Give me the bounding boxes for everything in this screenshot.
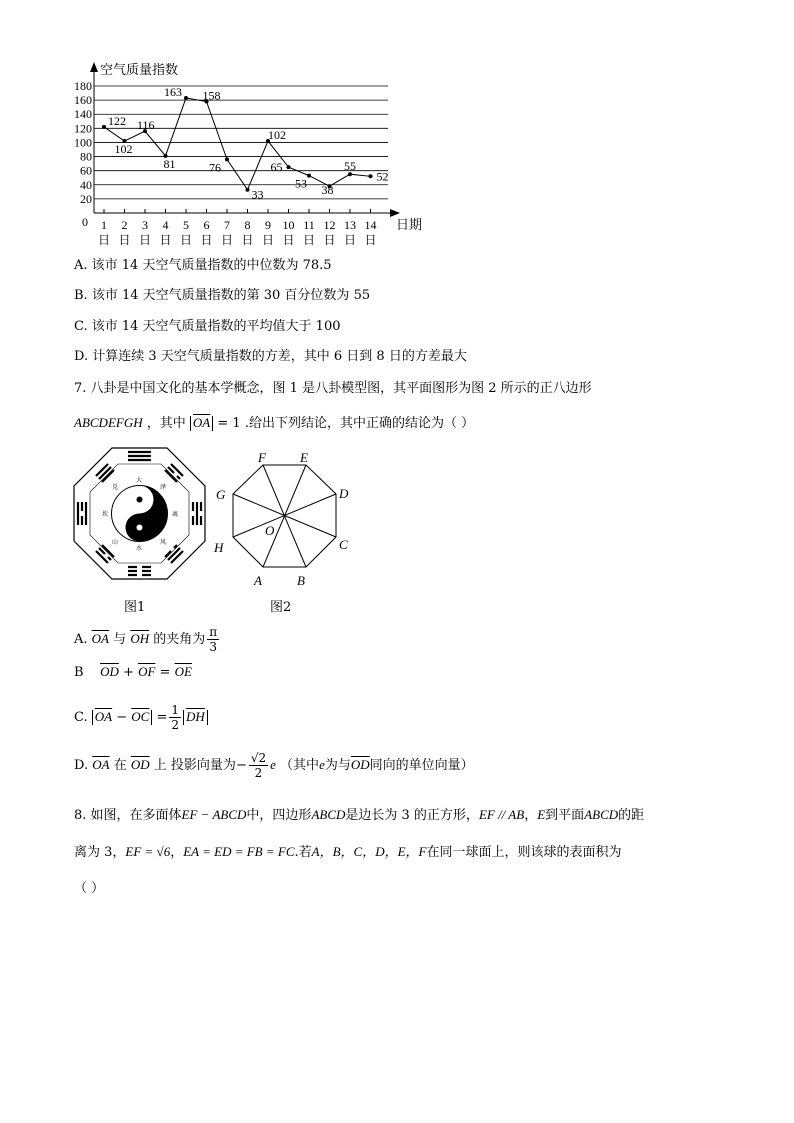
fig2-caption: 图2 (270, 600, 292, 615)
vector-od: $\overline{OD}$ (100, 664, 119, 679)
abs-oa (190, 416, 213, 431)
q7-stem-line2 (74, 415, 474, 432)
data-point (225, 157, 229, 161)
y-tick-label: 60 (80, 163, 92, 178)
q8-answer-paren: （ ） (74, 881, 105, 896)
bagua-label-2: 泽 (160, 485, 167, 491)
q8-text: 离为 3， (74, 845, 126, 860)
vector-oa: $\overline{OA}$ (91, 631, 110, 646)
vector-oa: $\overline{OA}$ (94, 709, 113, 724)
bagua-label-8: 山 (112, 540, 119, 546)
data-label: 33 (251, 187, 264, 202)
y-tick-label: 40 (80, 177, 92, 192)
point-c: C (339, 537, 348, 552)
x-tick-labels (98, 209, 377, 247)
option-a-label: A. (74, 632, 88, 647)
x-tick-unit: 日 (241, 233, 254, 247)
y-tick-label: 20 (80, 191, 92, 206)
q8-text: ， (170, 845, 184, 860)
chart-grid (94, 86, 388, 199)
y-tick-label: 100 (74, 135, 92, 150)
x-tick-unit: 日 (282, 233, 295, 247)
q7-text-end: = 1 .给出下列结论，其中正确的结论为（ ） (217, 416, 475, 431)
point-e: E (300, 450, 308, 465)
x-tick-unit: 日 (138, 233, 152, 247)
point-g: G (216, 487, 226, 502)
data-labels (108, 85, 389, 202)
x-tick-unit: 日 (179, 233, 193, 247)
frac-den: 2 (254, 766, 263, 780)
minus-sign: − (116, 710, 128, 725)
fraction-sqrt2-2 (249, 751, 268, 780)
data-point (102, 125, 106, 129)
q7-text: ，其中 (146, 416, 186, 431)
q8-text: 中，四边形 (246, 808, 312, 823)
point-f: F (258, 450, 266, 465)
vector-oa: $\overline{OA}$ (192, 415, 211, 430)
x-tick-label: 9 (265, 218, 271, 232)
vector-od: $\overline{OD}$ (130, 757, 150, 772)
y-axis-title: 空气质量指数 (100, 62, 179, 77)
data-label: 38 (321, 183, 334, 198)
vector-of: $\overline{OF}$ (138, 664, 156, 679)
fraction-1-2 (169, 703, 181, 732)
y-tick-label: 120 (74, 121, 92, 136)
q6-option-b: B. 该市 14 天空气质量指数的第 30 百分位数为 55 (74, 288, 371, 303)
q8-text: 在同一球面上，则该球的表面积为 (426, 845, 622, 860)
y-tick-labels (74, 79, 92, 206)
q8-text: 是边长为 3 的正方形， (345, 808, 479, 823)
frac-den: 3 (209, 640, 218, 654)
q8-line2 (74, 844, 622, 861)
fig1-caption: 图1 (124, 600, 146, 615)
chart-series (102, 96, 373, 192)
q7-d-text4: 为与 (324, 758, 351, 773)
x-tick-unit: 日 (343, 233, 357, 247)
data-label: 76 (209, 160, 221, 175)
q8-math: EF // AB (478, 807, 525, 822)
x-tick-unit: 日 (323, 233, 336, 247)
q7-a-mid: 与 (113, 632, 127, 647)
data-point (287, 165, 291, 169)
x-tick-unit: 日 (97, 233, 111, 247)
point-h: H (214, 540, 224, 555)
option-b-label: B (74, 665, 84, 680)
x-tick-unit: 日 (220, 233, 234, 247)
x-tick-unit: 日 (118, 233, 131, 247)
fraction-pi-3 (207, 625, 219, 654)
x-tick-label: 12 (323, 218, 336, 232)
option-d-label: D. (74, 758, 89, 773)
equals-sign: = (156, 710, 168, 725)
q7-a-text: 的夹角为 (153, 632, 206, 647)
y-tick-label: 140 (74, 107, 92, 122)
x-tick-label: 7 (224, 218, 230, 232)
data-point (369, 174, 373, 178)
frac-num: 1 (171, 703, 180, 717)
x-tick-label: 13 (344, 218, 356, 232)
x-tick-label: 5 (183, 218, 189, 232)
x-tick-label: 6 (203, 218, 210, 232)
air-quality-line-chart (62, 58, 422, 248)
frac-num: √2 (250, 751, 267, 765)
data-label: 52 (376, 169, 389, 184)
q7-option-b (74, 664, 192, 681)
bagua-label-3: 离 (172, 512, 179, 518)
q7-d-text2: 上 投影向量为 (153, 758, 236, 773)
point-b: B (297, 573, 305, 588)
q7-option-c (74, 702, 208, 733)
origin-label: 0 (82, 215, 88, 229)
x-tick-label: 1 (101, 218, 107, 232)
octagon-name: ABCDEFGH (74, 415, 143, 430)
data-label: 55 (344, 159, 356, 174)
point-o: O (265, 523, 275, 538)
q8-math: EA = ED = FB = FC (183, 844, 295, 859)
q6-option-d: D. 计算连续 3 天空气质量指数的方差，其中 6 日到 8 日的方差最大 (74, 349, 467, 364)
unit-vector-e: e (270, 757, 276, 772)
y-tick-label: 180 (74, 79, 92, 93)
x-tick-label: 8 (244, 218, 251, 232)
data-label: 102 (114, 142, 133, 157)
x-tick-unit: 日 (200, 233, 213, 247)
vector-oh: $\overline{OH}$ (130, 631, 150, 646)
q7-d-text3: （其中 (280, 758, 320, 773)
bagua-label-1: 大 (136, 478, 143, 484)
q8-text: 到平面 (545, 808, 585, 823)
vector-dh: $\overline{DH}$ (186, 709, 205, 724)
data-label: 102 (268, 128, 286, 143)
series-line (104, 98, 371, 190)
abs-oa-oc (92, 710, 153, 725)
x-tick-label: 14 (364, 218, 377, 232)
bagua-label-4: 水 (136, 546, 143, 552)
q8-text: 8. 如图，在多面体 (74, 808, 182, 823)
bagua-label-6: 兑 (112, 485, 119, 491)
x-tick-unit: 日 (302, 233, 316, 247)
x-tick-unit: 日 (261, 233, 275, 247)
data-label: 116 (137, 118, 155, 133)
vector-od: $\overline{OD}$ (350, 757, 370, 772)
q8-text: .若 (294, 845, 312, 860)
yin-yang-icon (112, 486, 168, 542)
frac-den: 2 (171, 718, 180, 732)
vector-oe: $\overline{OE}$ (174, 664, 192, 679)
plus-sign: + (123, 665, 134, 680)
x-tick-label: 2 (121, 218, 128, 232)
data-point (184, 96, 188, 100)
vector-oc: $\overline{OC}$ (131, 709, 150, 724)
q7-option-a (74, 624, 221, 655)
data-label: 163 (164, 84, 182, 99)
x-tick-label: 4 (162, 218, 169, 232)
q8-math: EF − ABCD (181, 807, 247, 822)
frac-num: π (209, 625, 218, 639)
data-label: 65 (270, 160, 283, 175)
q7-stem-line1: 7. 八卦是中国文化的基本学概念，图 1 是八卦模型图，其平面图形为图 2 所示的正八边形 (74, 381, 592, 396)
equals-sign: = (159, 665, 171, 680)
unit-vector-e: e (319, 757, 325, 772)
x-tick-unit: 日 (364, 233, 377, 247)
q7-d-text5: 同向的单位向量） (369, 758, 474, 773)
q7-option-d (74, 750, 474, 781)
data-label: 122 (108, 113, 126, 128)
q8-math: A，B，C，D，E，F (311, 844, 427, 859)
minus-sign: − (235, 758, 247, 773)
point-a: A (254, 573, 262, 588)
bagua-label-5: 风 (160, 540, 167, 546)
q6-option-a: A. 该市 14 天空气质量指数的中位数为 78.5 (74, 258, 332, 273)
x-tick-label: 3 (142, 218, 148, 232)
data-label: 158 (202, 88, 221, 103)
option-c-label: C. (74, 710, 88, 725)
abs-dh (183, 710, 208, 725)
q7-d-text1: 在 (113, 758, 127, 773)
q6-option-c: C. 该市 14 天空气质量指数的平均值大于 100 (74, 319, 341, 334)
q8-math: ABCD (584, 807, 619, 822)
x-tick-label: 10 (282, 218, 295, 232)
data-label: 81 (163, 156, 176, 171)
x-axis-title: 日期 (396, 217, 422, 232)
y-tick-label: 80 (80, 149, 92, 164)
q8-line1 (74, 807, 644, 824)
q8-math: EF = √6 (125, 844, 171, 859)
q8-math: ABCD (311, 807, 346, 822)
q8-text: ， (524, 808, 538, 823)
bagua-label-7: 坎 (102, 512, 109, 518)
x-tick-label: 11 (303, 218, 315, 232)
bagua-figure (72, 446, 207, 581)
q8-math: E (537, 807, 546, 822)
q8-text: 的距 (618, 808, 645, 823)
point-d: D (339, 486, 349, 501)
x-tick-unit: 日 (159, 233, 172, 247)
data-point (307, 174, 311, 178)
data-point (246, 188, 250, 192)
y-tick-label: 160 (74, 93, 92, 108)
data-label: 53 (295, 176, 307, 191)
chart-axes (90, 62, 400, 217)
octagon-figure (208, 448, 358, 590)
vector-oa: $\overline{OA}$ (92, 757, 110, 772)
